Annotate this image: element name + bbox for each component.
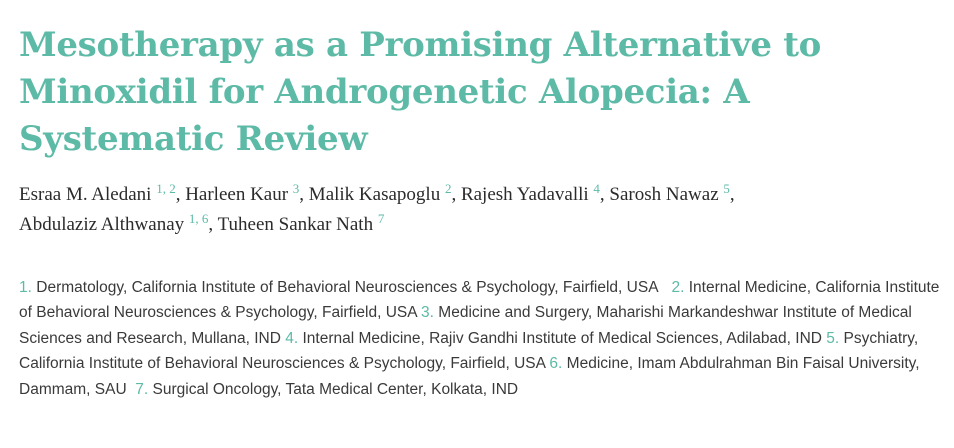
affiliation-text: Internal Medicine, California Institute of Behavioral Neurosciences & Psychology, Fairfield, USA — [19, 279, 940, 322]
affiliation-text: Medicine and Surgery, Maharishi Markandeshwar Institute of Medical Sciences and Research, Mullana, IND — [19, 304, 912, 347]
affiliation-item — [135, 381, 518, 398]
affiliation-number: 1. — [19, 279, 32, 296]
author[interactable]: Tuheen Sankar Nath $^7$ — [217, 211, 385, 235]
author[interactable]: Rajesh Yadavalli $^4$ — [460, 181, 600, 205]
affiliation-text: Surgical Oncology, Tata Medical Center, Kolkata, IND — [152, 380, 519, 398]
affiliation-number: 6. — [549, 355, 563, 373]
author[interactable]: Harleen Kaur $^3$ — [185, 181, 300, 205]
author[interactable]: Sarosh Nawaz $^5$ — [609, 181, 730, 205]
affiliation-item — [285, 330, 822, 347]
affiliation-text: Dermatology, California Institute of Behavioral Neurosciences & Psychology, Fairfield, USA — [36, 279, 659, 296]
affiliation-item — [19, 279, 659, 296]
author-affiliation-ref[interactable]: 5 — [723, 181, 730, 196]
affiliation-number: 4. — [285, 329, 299, 347]
author-affiliation-ref[interactable]: 2 — [444, 181, 452, 196]
affiliation-text: Psychiatry, California Institute of Behavioral Neurosciences & Psychology, Fairfield, USA — [19, 329, 919, 373]
author[interactable]: Abdulaziz Althwanay $^{1, 6}$ — [19, 211, 209, 235]
affiliation-list — [19, 275, 944, 402]
affiliation-number: 5. — [826, 329, 840, 347]
affiliation-number: 3. — [421, 304, 434, 322]
affiliation-number: 7. — [135, 380, 149, 398]
affiliation-number: 2. — [671, 279, 685, 296]
author-affiliation-ref[interactable]: 1, 2 — [156, 181, 176, 196]
author[interactable]: Esraa M. Aledani $^{1, 2}$ — [19, 181, 176, 205]
author[interactable]: Malik Kasapoglu $^2$ — [308, 181, 452, 205]
paper-title: Mesotherapy as a Promising Alternative to Minoxidil for Androgenetic Alopecia: A Systematic Review — [19, 25, 821, 159]
author-list: Esraa M. Aledani $^{1, 2}$, Harleen Kaur $^3$, Malik Kasapoglu $^2$, Rajesh Yadavalli $^4$, Sarosh Nawaz $^5$, Abdulaziz Althwanay $^{1, 6}$, Tuheen Sankar Nath $^7$ — [19, 181, 735, 235]
author-affiliation-ref[interactable]: 7 — [377, 211, 385, 226]
affiliation-text: Internal Medicine, Rajiv Gandhi Institute of Medical Sciences, Adilabad, IND — [302, 329, 822, 347]
author-affiliation-ref[interactable]: 3 — [292, 181, 300, 196]
affiliation-text: Medicine, Imam Abdulrahman Bin Faisal University, Dammam, SAU — [19, 355, 920, 398]
author-affiliation-ref[interactable]: 1, 6 — [188, 211, 209, 226]
author-affiliation-ref[interactable]: 4 — [593, 181, 600, 196]
